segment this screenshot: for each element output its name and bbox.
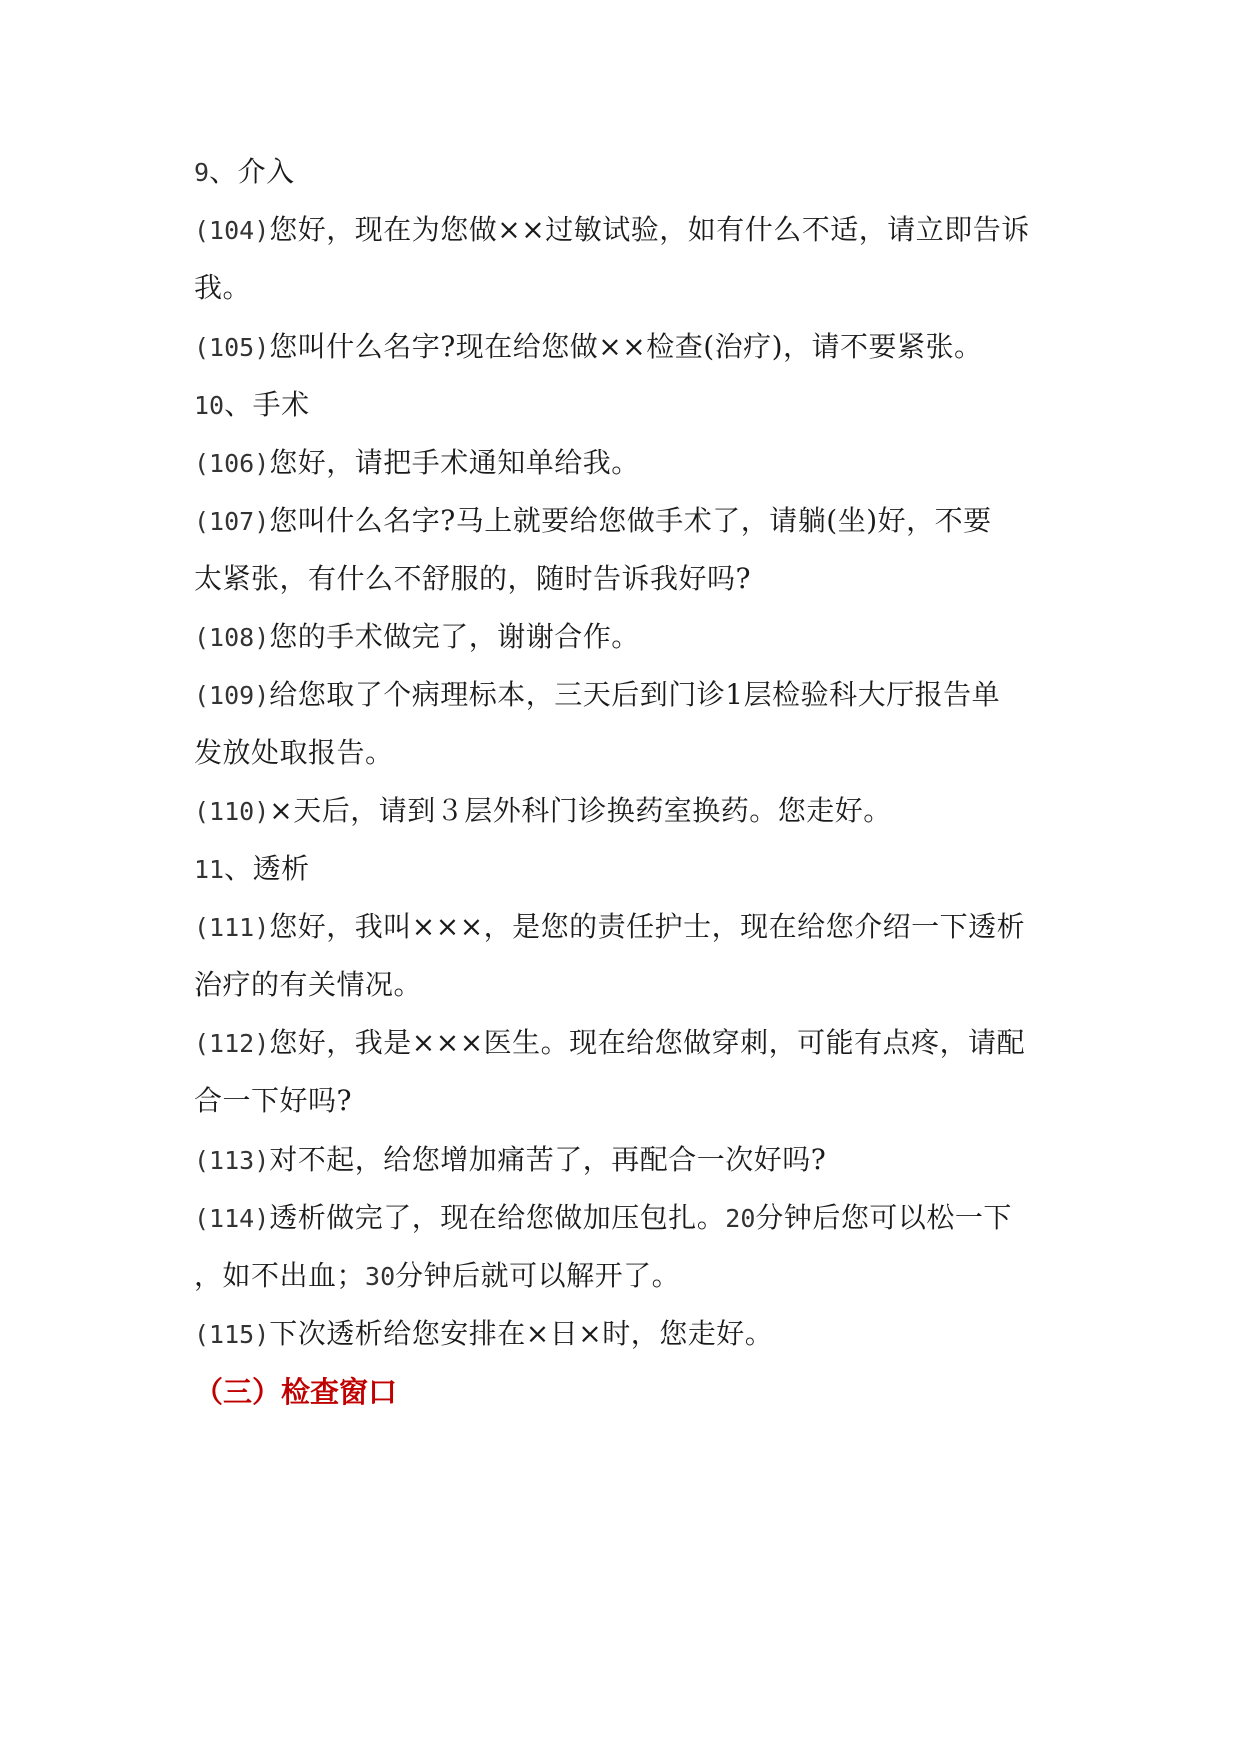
item-104-line-1	[194, 212, 1094, 249]
section-number: 11	[194, 855, 225, 884]
item-text: 给您取了个病理标本，三天后到门诊1层检验科大厅报告单	[269, 678, 1001, 711]
item-number: (108)	[194, 623, 270, 652]
item-text: 我。	[194, 271, 252, 304]
item-number: (114)	[194, 1204, 270, 1233]
item-105	[194, 329, 1094, 366]
item-text: 下次透析给您安排在×日×时，您走好。	[269, 1317, 774, 1350]
item-text: 分钟后您可以松一下	[755, 1201, 1012, 1234]
section-number: 9	[194, 158, 210, 187]
item-text: 您叫什么名字?马上就要给您做手术了，请躺(坐)好，不要	[269, 504, 992, 537]
item-text: 发放处取报告。	[194, 736, 394, 769]
item-number: (109)	[194, 681, 270, 710]
item-109-line-1	[194, 677, 1094, 714]
item-text: 您好，现在为您做××过敏试验，如有什么不适，请立即告诉	[269, 213, 1030, 246]
item-number: (107)	[194, 507, 270, 536]
item-number: (110)	[194, 797, 270, 826]
section-title: 、透析	[224, 852, 310, 885]
item-text: 治疗的有关情况。	[194, 968, 423, 1001]
item-text: 合一下好吗?	[194, 1084, 353, 1117]
item-text: 您叫什么名字?现在给您做××检查(治疗)，请不要紧张。	[269, 330, 983, 363]
section-heading-dialysis	[194, 851, 1094, 888]
item-text: 透析做完了，现在给您做加压包扎。	[269, 1201, 726, 1234]
item-number: (111)	[194, 913, 270, 942]
section-title: 、手术	[224, 388, 310, 421]
item-114-line-1	[194, 1200, 1094, 1237]
section-title: 、介入	[209, 155, 295, 188]
item-number: (105)	[194, 333, 270, 362]
item-110	[194, 793, 1094, 830]
item-111-line-2	[194, 967, 1094, 1003]
item-106	[194, 445, 1094, 482]
item-text: 您好，请把手术通知单给我。	[269, 446, 640, 479]
item-number: (106)	[194, 449, 270, 478]
item-number: (112)	[194, 1029, 270, 1058]
item-text: ×天后，请到３层外科门诊换药室换药。您走好。	[269, 794, 892, 827]
item-112-line-1	[194, 1025, 1094, 1062]
item-text: 对不起，给您增加痛苦了，再配合一次好吗?	[269, 1143, 827, 1176]
item-113	[194, 1142, 1094, 1179]
item-109-line-2	[194, 735, 1094, 771]
item-104-line-2	[194, 270, 1094, 306]
section-number: 10	[194, 391, 225, 420]
item-number: (115)	[194, 1320, 270, 1349]
item-text: 分钟后就可以解开了。	[395, 1259, 681, 1292]
item-text: 您好，我是×××医生。现在给您做穿刺，可能有点疼，请配	[269, 1026, 1026, 1059]
item-108	[194, 619, 1094, 656]
item-text: 您好，我叫×××，是您的责任护士，现在给您介绍一下透析	[269, 910, 1026, 943]
item-107-line-2	[194, 561, 1094, 597]
item-inline-number: 30	[365, 1262, 396, 1291]
section-heading-exam-window: （三）检查窗口	[194, 1375, 398, 1409]
item-111-line-1	[194, 909, 1094, 946]
section-heading-surgery	[194, 387, 1094, 424]
item-number: (113)	[194, 1146, 270, 1175]
section-heading-intervention	[194, 154, 1094, 191]
item-112-line-2	[194, 1083, 1094, 1119]
item-number: (104)	[194, 216, 270, 245]
item-text: ，如不出血；	[194, 1259, 366, 1292]
item-114-line-2	[194, 1258, 1094, 1295]
item-text: 太紧张，有什么不舒服的，随时告诉我好吗?	[194, 562, 752, 595]
item-115	[194, 1316, 1094, 1353]
item-107-line-1	[194, 503, 1094, 540]
item-text: 您的手术做完了，谢谢合作。	[269, 620, 640, 653]
item-inline-number: 20	[725, 1204, 756, 1233]
